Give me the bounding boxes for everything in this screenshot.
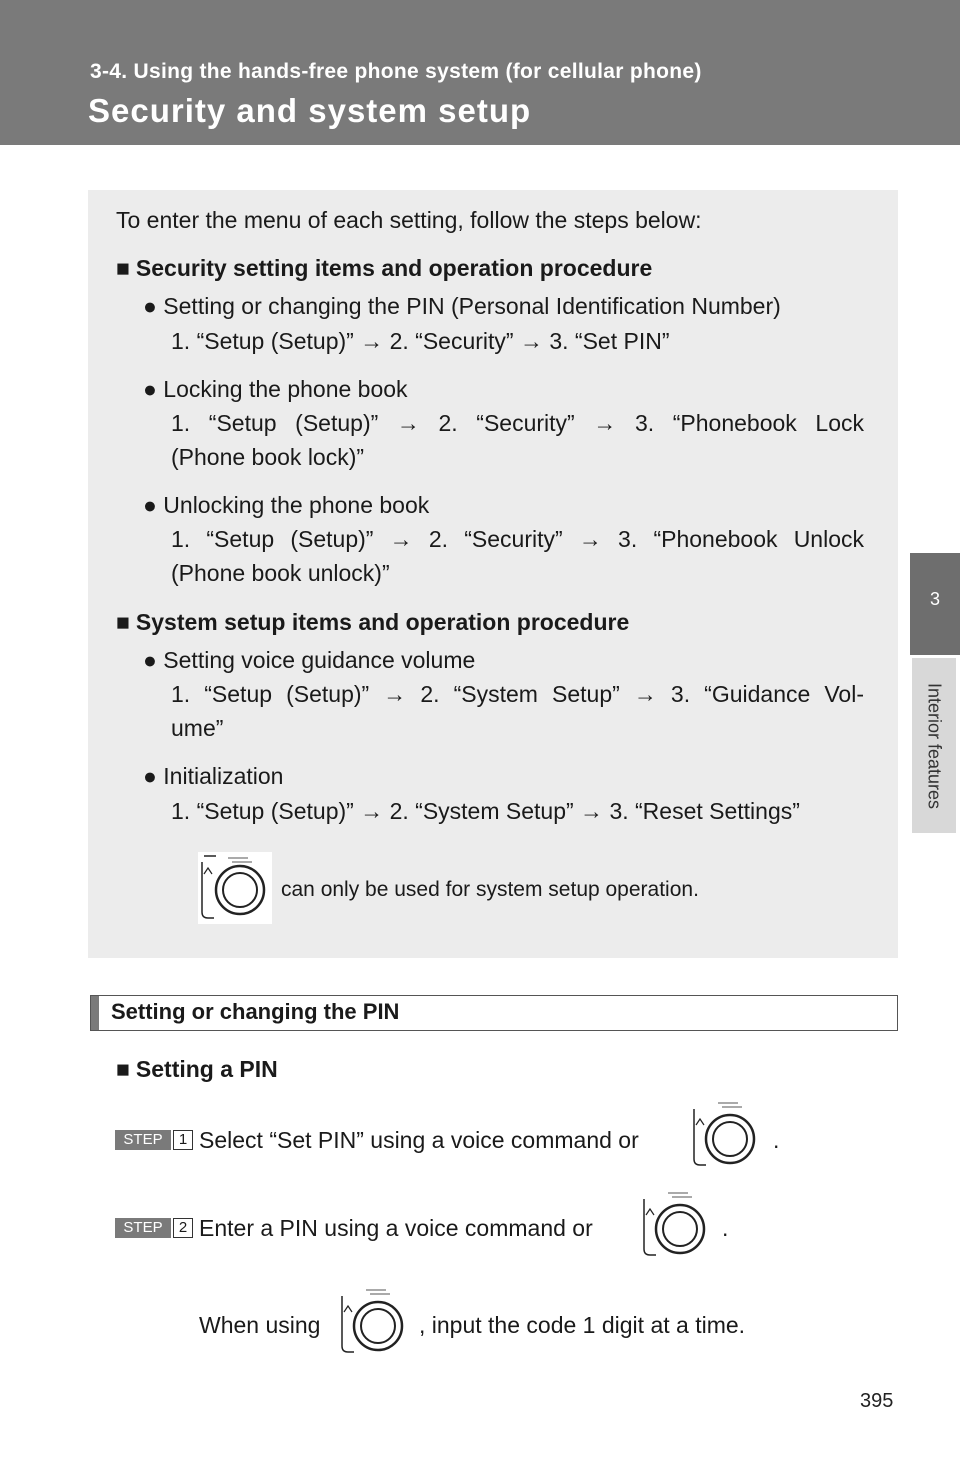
menu-path: 1. “Setup (Setup)” → 2. “System Setup” → 3. “Reset Settings”	[171, 798, 800, 824]
menu-path: 1. “Setup (Setup)” → 2. “System Setup” → 3. “Guidance Vol-	[171, 681, 864, 707]
system-heading-text: System setup items and operation procedure	[135, 609, 630, 635]
dial-note: can only be used for system setup operation.	[281, 878, 699, 901]
step-label: STEP	[115, 1218, 171, 1238]
page-header	[0, 0, 960, 145]
menu-path-cont: (Phone book lock)”	[171, 444, 365, 470]
chapter-label-strip	[912, 658, 956, 833]
menu-path-cont: ume”	[171, 715, 224, 741]
tune-scroll-dial-icon	[690, 1095, 762, 1171]
section-heading: Setting or changing the PIN	[111, 999, 400, 1024]
chapter-number: 3	[929, 589, 940, 609]
tune-scroll-dial-icon	[640, 1185, 712, 1261]
item-title: Initialization	[163, 763, 284, 789]
item-title: Unlocking the phone book	[163, 492, 430, 518]
menu-path: 1. “Setup (Setup)” → 2. “Security” → 3. “Phonebook Lock	[171, 410, 864, 436]
section-heading-bar	[90, 995, 898, 1031]
subheading-text: Setting a PIN	[135, 1056, 278, 1082]
page-number: 395	[860, 1390, 894, 1412]
bullet-item	[143, 488, 429, 522]
menu-path-cont: (Phone book unlock)”	[171, 560, 390, 586]
security-heading-text: Security setting items and operation procedure	[135, 255, 653, 281]
step-badge	[115, 1130, 193, 1150]
menu-path: 1. “Setup (Setup)” → 2. “Security” → 3. “Phonebook Unlock	[171, 526, 864, 552]
tune-scroll-dial-icon	[338, 1282, 410, 1358]
chapter-tab	[910, 553, 960, 655]
heading-accent	[91, 996, 99, 1030]
step-label: STEP	[115, 1130, 171, 1150]
section-breadcrumb: 3-4. Using the hands-free phone system (for cellular phone)	[90, 60, 702, 83]
step-text-end: .	[773, 1127, 780, 1153]
step-badge	[115, 1218, 193, 1238]
circle-bullet-icon: ●	[143, 647, 157, 673]
circle-bullet-icon: ●	[143, 376, 157, 402]
menu-path: 1. “Setup (Setup)” → 2. “Security” → 3. “Set PIN”	[171, 328, 670, 354]
note-text: When using	[199, 1312, 321, 1338]
security-heading	[116, 251, 652, 285]
item-title: Locking the phone book	[163, 376, 408, 402]
page-title: Security and system setup	[88, 92, 532, 129]
square-bullet-icon: ■	[116, 609, 130, 635]
bullet-item	[143, 289, 781, 323]
item-title: Setting voice guidance volume	[163, 647, 476, 673]
circle-bullet-icon: ●	[143, 763, 157, 789]
step-number: 2	[173, 1218, 193, 1238]
bullet-item	[143, 372, 408, 406]
step-text: Select “Set PIN” using a voice command or	[199, 1127, 639, 1153]
system-heading	[116, 605, 629, 639]
bullet-item	[143, 643, 475, 677]
info-intro: To enter the menu of each setting, follow the steps below:	[116, 207, 702, 233]
square-bullet-icon: ■	[116, 255, 130, 281]
circle-bullet-icon: ●	[143, 293, 157, 319]
square-bullet-icon: ■	[116, 1056, 130, 1082]
step-text-end: .	[722, 1215, 729, 1241]
note-text-end: , input the code 1 digit at a time.	[419, 1312, 746, 1338]
circle-bullet-icon: ●	[143, 492, 157, 518]
bullet-item	[143, 759, 283, 793]
step-number: 1	[173, 1130, 193, 1150]
item-title: Setting or changing the PIN (Personal Identification Number)	[163, 293, 781, 319]
step-text: Enter a PIN using a voice command or	[199, 1215, 593, 1241]
subheading	[116, 1052, 278, 1086]
tune-scroll-dial-icon	[198, 852, 272, 924]
chapter-label: Interior features	[924, 682, 945, 809]
